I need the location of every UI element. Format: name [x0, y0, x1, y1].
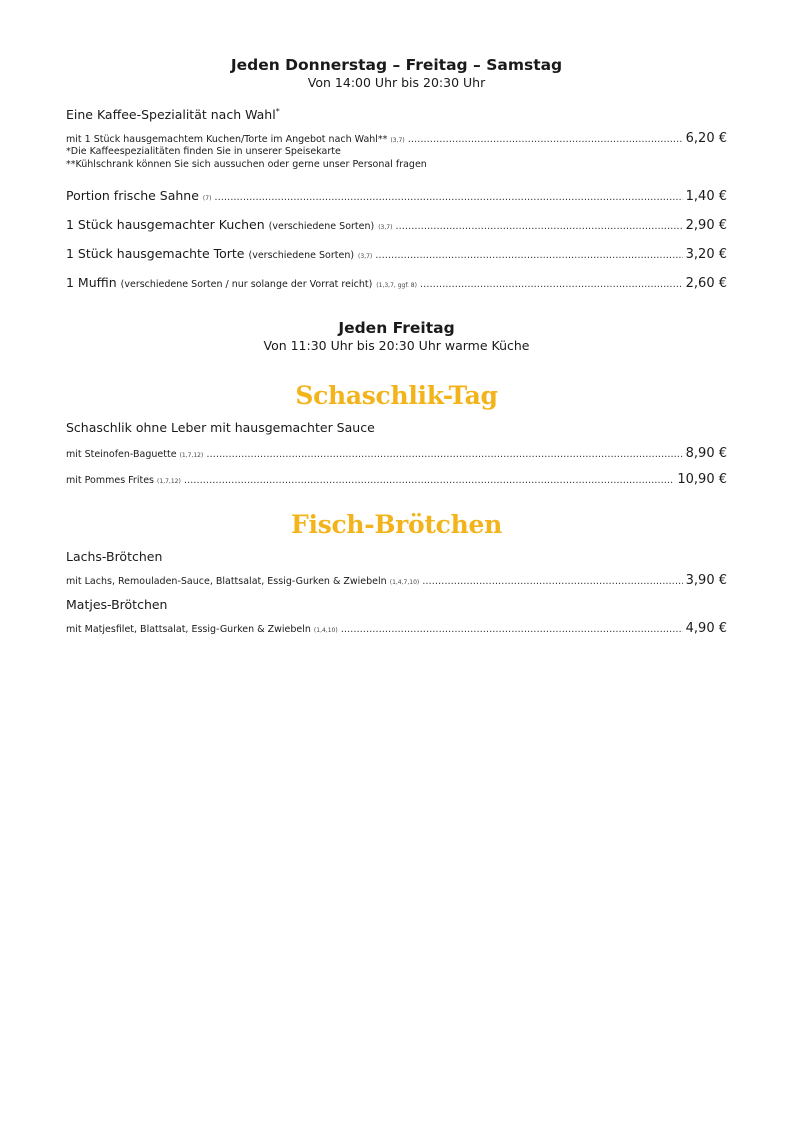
- section-subtitle: Von 14:00 Uhr bis 20:30 Uhr: [307, 75, 486, 90]
- menu-item: [66, 214, 727, 243]
- dot-leader: [206, 442, 682, 461]
- section-title: Jeden Freitag: [338, 319, 455, 337]
- price: 8,90 €: [685, 446, 727, 461]
- price: 2,90 €: [685, 218, 727, 233]
- item-label: mit Steinofen-Baguette: [66, 449, 177, 460]
- menu-item: [66, 569, 727, 597]
- item-title: Lachs-Brötchen: [66, 549, 163, 564]
- allergen-code: (1,3,7, ggf. 8): [376, 282, 417, 289]
- item-label: mit Lachs, Remouladen-Sauce, Blattsalat, Essig-Gurken & Zwiebeln: [66, 576, 387, 587]
- dot-leader: [395, 214, 682, 233]
- menu-item: [66, 243, 727, 272]
- item-title: Schaschlik ohne Leber mit hausgemachter Sauce: [66, 420, 375, 435]
- section-title: Jeden Donnerstag – Freitag – Samstag: [230, 56, 563, 74]
- item-detail: (verschiedene Sorten / nur solange der Vorrat reicht): [120, 279, 373, 290]
- menu-item: [66, 617, 727, 636]
- section-subtitle: Von 11:30 Uhr bis 20:30 Uhr warme Küche: [263, 338, 530, 353]
- price: 4,90 €: [685, 621, 727, 636]
- allergen-code: (3,7): [358, 253, 373, 260]
- section-header-friday: [0, 318, 793, 354]
- footnote-2: **Kühlschrank können Sie sich aussuchen oder gerne unser Personal fragen: [66, 158, 427, 170]
- price: 3,90 €: [685, 573, 727, 588]
- fisch-block: [66, 549, 727, 636]
- footnote-mark: *: [275, 107, 280, 116]
- allergen-code: (7): [202, 195, 212, 202]
- dot-leader: [420, 272, 683, 291]
- item-label: mit Matjesfilet, Blattsalat, Essig-Gurken & Zwiebeln: [66, 624, 311, 635]
- item-title: Matjes-Brötchen: [66, 597, 168, 612]
- menu-item: [66, 185, 727, 214]
- price: 2,60 €: [685, 276, 727, 291]
- dot-leader: [422, 569, 682, 588]
- allergen-code: (1,4,7,10): [389, 579, 420, 586]
- allergen-code: (1,7,12): [179, 452, 204, 459]
- menu-item: [66, 272, 727, 301]
- kaffee-row: [66, 127, 727, 146]
- kaffee-line: mit 1 Stück hausgemachtem Kuchen/Torte im Angebot nach Wahl**: [66, 134, 388, 146]
- item-name: 1 Stück hausgemachte Torte: [66, 246, 245, 261]
- item-detail: (verschiedene Sorten): [268, 221, 375, 232]
- item-label: mit Pommes Frites: [66, 475, 155, 486]
- kaffee-block: [66, 104, 727, 171]
- dot-leader: [341, 617, 683, 636]
- item-detail: (verschiedene Sorten): [248, 250, 355, 261]
- item-name: 1 Muffin: [66, 275, 117, 290]
- section-header-thursday-saturday: [0, 55, 793, 91]
- allergen-code: (3,7): [378, 224, 393, 231]
- price: 10,90 €: [677, 472, 727, 487]
- item-list: [66, 185, 727, 301]
- allergen-code: (1,7,12): [157, 478, 181, 485]
- dot-leader: [214, 185, 682, 204]
- menu-item: [66, 468, 727, 494]
- dot-leader: [375, 243, 682, 262]
- item-name: Portion frische Sahne: [66, 188, 199, 203]
- banner-fisch: Fisch-Brötchen: [291, 510, 502, 539]
- price: 1,40 €: [685, 189, 727, 204]
- banner-schaschlik: Schaschlik-Tag: [295, 381, 498, 410]
- allergen-code: (1,4,10): [313, 627, 338, 634]
- dot-leader: [184, 468, 675, 487]
- footnote-1: *Die Kaffeespezialitäten finden Sie in unserer Speisekarte: [66, 146, 341, 158]
- item-name: 1 Stück hausgemachter Kuchen: [66, 217, 265, 232]
- menu-item: [66, 442, 727, 468]
- kaffee-title: Eine Kaffee-Spezialität nach Wahl*: [66, 107, 280, 123]
- dot-leader: [408, 127, 683, 146]
- price: 6,20 €: [685, 131, 727, 147]
- allergen-code: (3,7): [390, 137, 405, 145]
- price: 3,20 €: [685, 247, 727, 262]
- schaschlik-block: [66, 420, 727, 494]
